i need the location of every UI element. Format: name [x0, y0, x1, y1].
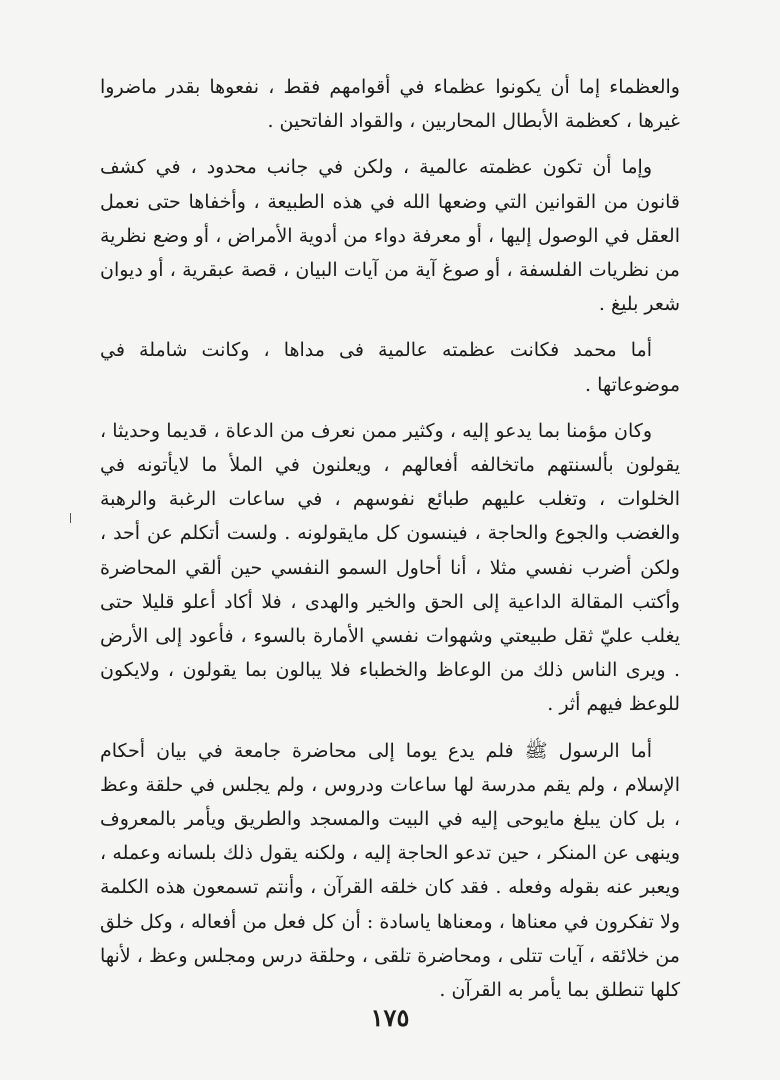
paragraph-4: وكان مؤمنا بما يدعو إليه ، وكثير ممن نعرف من الدعاة ، قديما وحديثا ، يقولون بألسنتهم ماتخالفه أفعالهم ، ويعلنون في الملأ ما لايأتونه في الخلوات ، وتغلب عليهم طبائع نفوسهم ، في ساعات الرغبة والرهبة والغضب والجوع والحاجة ، فينسون كل مايقولونه . ولست أتكلم عن أحد ، ولكن أضرب نفسي مثلا ، أنا أحاول السمو النفسي حين ألقي المحاضرة وأكتب المقالة الداعية إلى الحق والخير والهدى ، فلا أكاد أعلو قليلا حتى يغلب عليّ ثقل طبيعتي وشهوات نفسي الأمارة بالسوء ، فأعود إلى الأرض . ويرى الناس ذلك من الوعاظ والخطباء فلا يبالون بما يقولون ، ولايكون للوعظ فيهم أثر .	[100, 419, 680, 716]
page-number: ١٧٥	[370, 1003, 410, 1032]
paragraph-5: أما الرسول ﷺ فلم يدع يوما إلى محاضرة جامعة في بيان أحكام الإسلام ، ولم يقم مدرسة لها ساعات ودروس ، ولم يجلس في حلقة وعظ ، بل كان يبلغ مايوحى إليه في البيت والمسجد والطريق ويأمر بالمعروف وينهى عن المنكر ، حين تدعو الحاجة إليه ، ولكنه يقول ذلك بلسانه وعمله ، ويعبر عنه بقوله وفعله . فقد كان خلقه القرآن ، وأنتم تسمعون هذه الكلمة ولا تفكرون في معناها ، ومعناها ياسادة : أن كل فعل من أفعاله ، وكل خلق من خلائقه ، آيات تتلى ، ومحاضرة تلقى ، وحلقة درس ومجلس وعظ ، لأنها كلها تنطلق بما يأمر به القرآن .	[100, 739, 680, 1002]
paragraph-2: وإما أن تكون عظمته عالمية ، ولكن في جانب محدود ، في كشف قانون من القوانين التي وضعها الله في هذه الطبيعة ، وأخفاها حتى نعمل العقل في الوصول إليها ، أو معرفة دواء من أدوية الأمراض ، أو وضع نظرية من نظريات الفلسفة ، أو صوغ آية من آيات البيان ، قصة عبقرية ، أو ديوان شعر بليغ .	[100, 156, 680, 316]
page-body-text	[100, 70, 680, 1019]
paragraph-1: والعظماء إما أن يكونوا عظماء في أقوامهم فقط ، نفعوها بقدر ماضروا غيرها ، كعظمة الأبطال المحاربين ، والقواد الفاتحين .	[100, 76, 680, 133]
margin-tick-mark	[70, 513, 71, 523]
paragraph-3: أما محمد فكانت عظمته عالمية فى مداها ، وكانت شاملة في موضوعاتها .	[100, 339, 680, 396]
